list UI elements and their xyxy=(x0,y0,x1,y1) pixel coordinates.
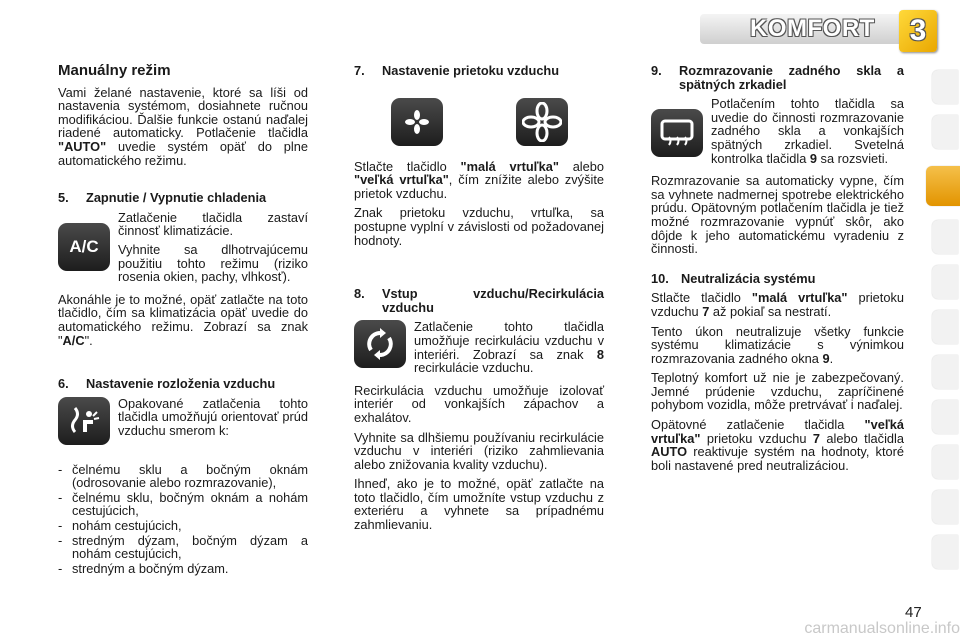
recirculation-paragraph-3: Vyhnite sa dlhšiemu používaniu recirkulácie vzduchu v interiéri (riziko zahmlievania alebo znižovania kvality vzduchu). xyxy=(354,429,604,472)
list-item: - stredným dýzam, bočným dýzam a nohám cestujúcich, xyxy=(58,532,308,562)
large-fan-icon xyxy=(516,98,568,146)
side-tab-6[interactable] xyxy=(932,310,958,344)
rear-defrost-paragraph-1: Potlačením tohto tlačidla sa uvedie do činnosti rozmrazovanie zadného skla a vonkajších spätných zrkadiel. Svetelná kontrolka tlačidla 9 sa rozsvieti. xyxy=(711,96,904,166)
section-title-manual-mode: Manuálny režim xyxy=(58,62,171,79)
recirculation-icon xyxy=(354,320,406,368)
side-tab-8[interactable] xyxy=(932,400,958,434)
cooling-paragraph-2: Vyhnite sa dlhotrvajúcemu použitiu tohto režimu (riziko rosenia okien, pachy, vlhkosť). xyxy=(118,241,308,285)
heading-system-neutralization: 10. Neutralizácia systému xyxy=(651,270,816,286)
rear-defrost-paragraph-2: Rozmrazovanie sa automaticky vypne, čím sa vyhnete nadmernej spotrebe elektrického prúdu. Opätovným potlačením tlačidla je tiež možné rozmrazovanie vypnúť skôr, ako dôjde k jeho automatickému vyradeniu z činnosti. xyxy=(651,173,904,257)
air-direction-list xyxy=(58,463,308,576)
recirculation-paragraph-2: Recirkulácia vzduchu umožňuje izolovať interiér od vonkajších zápachov a exhalátov. xyxy=(354,382,604,425)
side-tab-active[interactable] xyxy=(926,166,960,206)
list-item: - čelnému sklu a bočným oknám (odrosovanie alebo rozmrazovanie), xyxy=(58,461,308,491)
heading-cooling: 5. Zapnutie / Vypnutie chladenia xyxy=(58,190,267,206)
watermark: carmanualsonline.info xyxy=(804,620,960,637)
side-tab-1[interactable] xyxy=(932,70,958,104)
air-flow-paragraph-1: Stlačte tlačidlo "malá vrtuľka" alebo "veľká vrtuľka", čím znížite alebo zvýšite prietok vzduchu. xyxy=(354,158,604,201)
ac-button-icon: A/C xyxy=(58,223,110,271)
column-1 xyxy=(58,64,308,576)
air-flow-paragraph-2: Znak prietoku vzduchu, vrtuľka, sa postupne vyplní v závislosti od požadovanej hodnoty. xyxy=(354,205,604,248)
chapter-number-badge: 3 xyxy=(899,10,937,52)
small-fan-icon xyxy=(391,98,443,146)
column-2 xyxy=(354,64,604,538)
heading-rear-defrost: 9. Rozmrazovanie zadného skla a spätných zrkadiel xyxy=(651,63,904,92)
side-tab-10[interactable] xyxy=(932,490,958,524)
side-tab-5[interactable] xyxy=(932,265,958,299)
cooling-paragraph-3: Akonáhle je to možné, opäť zatlačte na toto tlačidlo, čím sa klimatizácia opäť uvedie do automatického režimu. Zobrazí sa znak "A/C". xyxy=(58,291,308,348)
side-tab-7[interactable] xyxy=(932,355,958,389)
rear-defrost-icon xyxy=(651,109,703,157)
list-item: - nohám cestujúcich, xyxy=(58,518,182,534)
neutralization-paragraph-1: Stlačte tlačidlo "malá vrtuľka" prietoku vzduchu 7 až pokiaľ sa nestratí. xyxy=(651,290,904,319)
heading-recirculation: 8. Vstup vzduchu/Recirkulácia vzduchu xyxy=(354,286,604,315)
neutralization-paragraph-3: Teplotný komfort už nie je zabezpečovaný. Jemné prúdenie vzduchu, zapríčinené pohybom vozidla, môže pretrvávať i naďalej. xyxy=(651,370,904,413)
heading-air-distribution: 6. Nastavenie rozloženia vzduchu xyxy=(58,376,276,392)
cooling-paragraph-1: Zatlačenie tlačidla zastaví činnosť klimatizácie. xyxy=(118,209,308,239)
chapter-side-tabs xyxy=(926,60,960,580)
heading-air-flow: 7. Nastavenie prietoku vzduchu xyxy=(354,63,560,78)
side-tab-4[interactable] xyxy=(932,220,958,254)
neutralization-paragraph-4: Opätovné zatlačenie tlačidla "veľká vrtuľka" prietoku vzduchu 7 alebo tlačidla AUTO reaktivuje systém na hodnoty, ktoré boli nastavené pred neutralizáciou. xyxy=(651,417,904,473)
recirculation-paragraph-1: Zatlačenie tohto tlačidla umožňuje recirkuláciu vzduchu v interiéri. Zobrazí sa znak 8 recirkulácie vzduchu. xyxy=(414,319,604,376)
air-distribution-icon xyxy=(58,397,110,445)
neutralization-paragraph-2: Tento úkon neutralizuje všetky funkcie systému klimatizácie s výnimkou rozmrazovania zadného okna 9. xyxy=(651,323,904,366)
side-tab-11[interactable] xyxy=(932,535,958,569)
side-tab-2[interactable] xyxy=(932,115,958,149)
air-distribution-paragraph: Opakované zatlačenia tohto tlačidla umožňujú orientovať prúd vzduchu smerom k: xyxy=(118,395,308,438)
recirculation-paragraph-4: Ihneď, ako je to možné, opäť zatlačte na toto tlačidlo, čím umožníte vstup vzduchu z exteriéru a vyhnete sa prípadnému zahmlievaniu. xyxy=(354,476,604,533)
page-number: 47 xyxy=(905,604,922,621)
column-3 xyxy=(651,64,904,478)
intro-paragraph: Vami želané nastavenie, ktoré sa líši od nastavenia systémom, dosiahnete ručnou modifikáciou. Ďalšie funkcie ostanú naďalej riadené automaticky. Potlačenie tlačidla "AUTO" uvedie systém opäť do plne automatického režimu. xyxy=(58,84,308,168)
list-item: - čelnému sklu, bočným oknám a nohám cestujúcich, xyxy=(58,489,308,519)
chapter-title: KOMFORT xyxy=(750,15,875,42)
side-tab-9[interactable] xyxy=(932,445,958,479)
list-item: - stredným a bočným dýzam. xyxy=(58,560,229,576)
